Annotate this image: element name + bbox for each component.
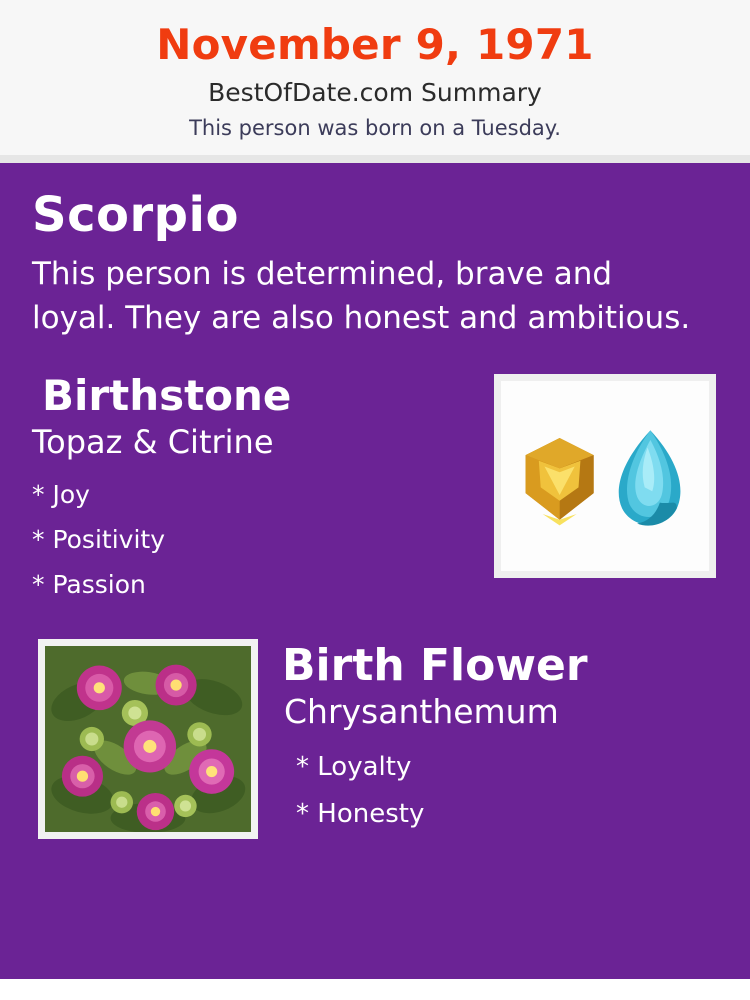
birth-flower-trait: * Honesty xyxy=(296,798,425,829)
birth-flower-name: Chrysanthemum xyxy=(284,692,559,732)
zodiac-sign: Scorpio xyxy=(32,187,239,244)
born-day-note: This person was born on a Tuesday. xyxy=(189,116,561,141)
birthstone-title: Birthstone xyxy=(42,371,292,421)
birth-flower-photo xyxy=(38,639,258,839)
zodiac-description: This person is determined, brave and loyal. They are also honest and ambitious. xyxy=(32,256,691,337)
birth-flower-title: Birth Flower xyxy=(282,640,588,692)
birth-flower-section xyxy=(0,639,750,859)
chrysanthemum-icon xyxy=(45,646,251,832)
birthstone-names: Topaz & Citrine xyxy=(32,423,274,462)
gems-icon xyxy=(501,381,709,571)
birth-flower-text xyxy=(282,639,718,829)
birthstone-trait: * Positivity xyxy=(32,525,165,555)
body-panel xyxy=(0,163,750,979)
page-title: November 9, 1971 xyxy=(156,20,594,69)
birthstone-trait: * Passion xyxy=(32,570,146,600)
header xyxy=(0,0,750,155)
birth-flower-trait: * Loyalty xyxy=(296,751,412,782)
zodiac-section xyxy=(0,163,750,340)
site-summary-label: BestOfDate.com Summary xyxy=(208,78,542,108)
header-divider xyxy=(0,155,750,163)
birthstone-photo xyxy=(494,374,716,578)
birthstone-section xyxy=(0,371,750,600)
birthstone-trait: * Joy xyxy=(32,480,90,510)
